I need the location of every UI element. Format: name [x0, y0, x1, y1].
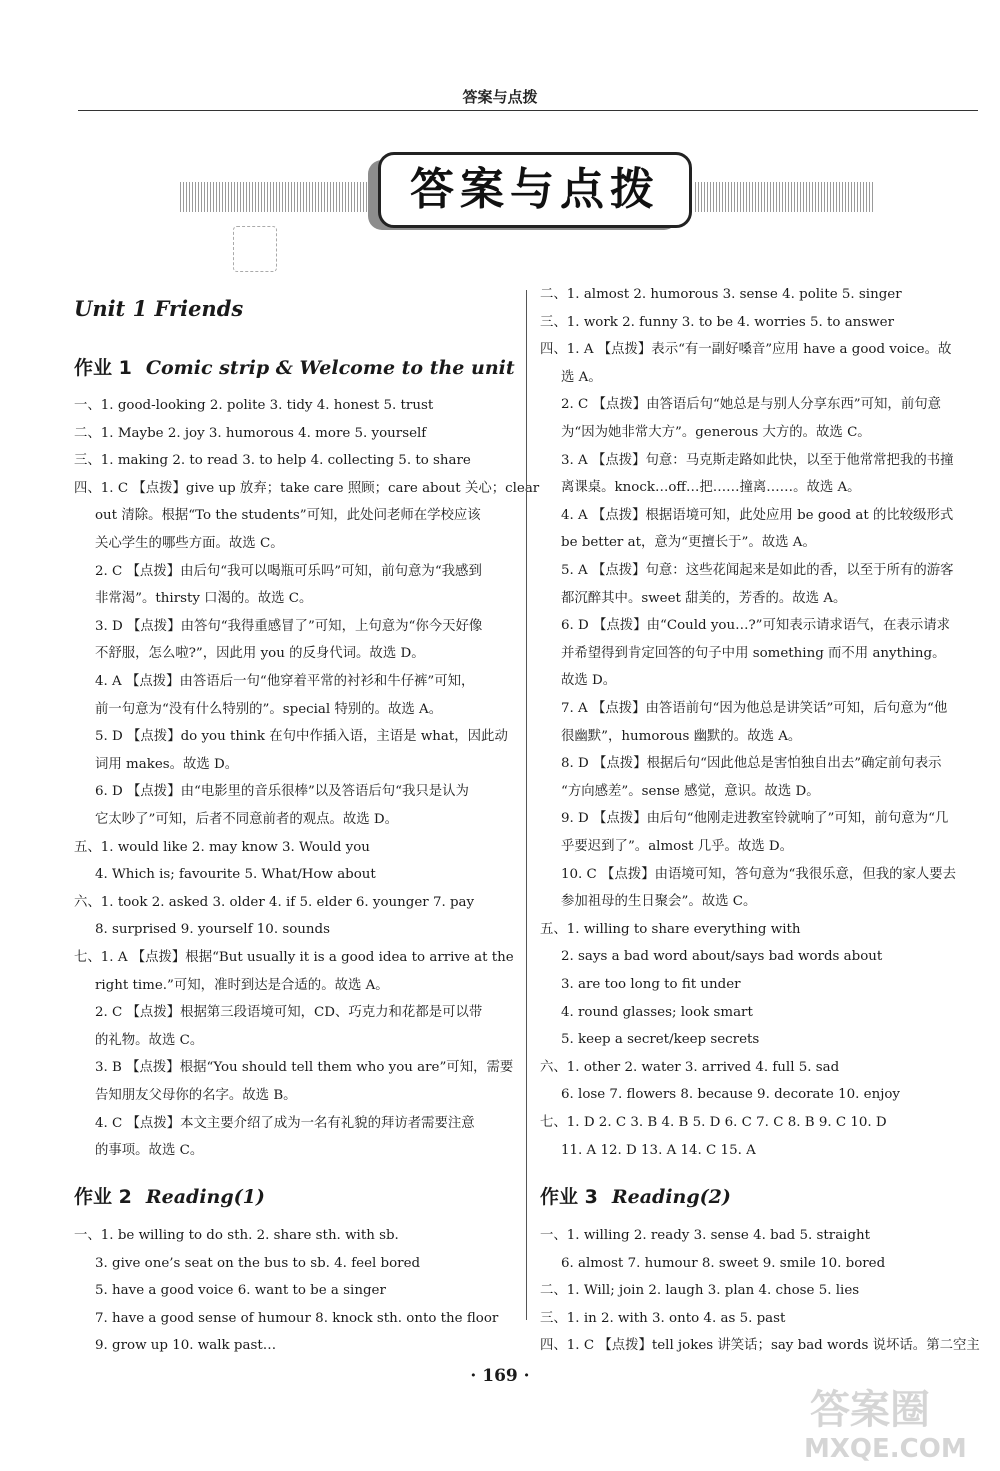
- answer-line: “方向感差”。sense 感觉，意识。故选 D。: [561, 783, 820, 799]
- section-heading-1: [74, 353, 515, 380]
- section-prefix: 作业 2: [74, 1186, 132, 1208]
- answer-line: 二、1. Will; join 2. laugh 3. plan 4. chose 5. lies: [540, 1283, 860, 1299]
- watermark-bottom: MXQE.COM: [804, 1434, 967, 1464]
- answer-line: 6. D 【点拨】由“Could you…?”可知表示请求语气，在表示请求: [561, 618, 951, 634]
- section-heading-2: [74, 1182, 265, 1209]
- answer-line: 2. C 【点拨】由答语后句“她总是与别人分享东西”可知，前句意: [561, 397, 941, 413]
- watermark-logo: [800, 1378, 990, 1468]
- answer-line: 4. A 【点拨】根据语境可知，此处应用 be good at 的比较级形式: [561, 507, 954, 523]
- answer-line: 3. B 【点拨】根据“You should tell them who you are”可知，需要: [95, 1060, 514, 1076]
- answer-line: 3. D 【点拨】由答句“我得重感冒了”可知，上句意为“你今天好像: [95, 618, 483, 634]
- banner-stripes-right: [695, 182, 875, 212]
- answer-line: 七、1. D 2. C 3. B 4. B 5. D 6. C 7. C 8. B 9. C 10. D: [540, 1115, 887, 1130]
- section-title: Comic strip & Welcome to the unit: [145, 357, 515, 379]
- answer-line: 前一句意为“没有什么特别的”。special 特别的。故选 A。: [95, 701, 443, 717]
- answer-line: 5. have a good voice 6. want to be a singer: [95, 1283, 386, 1299]
- answer-line: 3. are too long to fit under: [561, 977, 741, 992]
- stamp-mark: [233, 226, 277, 272]
- answer-line: 六、1. other 2. water 3. arrived 4. full 5. sad: [540, 1059, 840, 1075]
- answer-line: 5. keep a secret/keep secrets: [561, 1032, 760, 1048]
- answer-line: 10. C 【点拨】由语境可知，答句意为“我很乐意，但我的家人要去: [561, 866, 957, 882]
- answer-line: 9. grow up 10. walk past…: [95, 1338, 277, 1354]
- running-head: 答案与点拨: [462, 88, 538, 106]
- watermark-top: 答案圈: [810, 1387, 930, 1433]
- page-number: · 169 ·: [470, 1366, 530, 1386]
- column-divider: [526, 290, 527, 1320]
- section-title: Reading(2): [611, 1186, 731, 1208]
- banner-stripes-left: [180, 182, 370, 212]
- answer-line: out 清除。根据“To the students”可知，此处问老师在学校应该: [95, 508, 481, 524]
- banner-title: 答案与点拨: [410, 164, 660, 215]
- answer-line: 4. round glasses; look smart: [561, 1004, 753, 1020]
- answer-line: 的事项。故选 C。: [95, 1143, 204, 1159]
- answer-line: 3. A 【点拨】句意：马克斯走路如此快，以至于他常常把我的书撞: [561, 452, 954, 468]
- answer-line: 8. surprised 9. yourself 10. sounds: [95, 922, 330, 938]
- answer-line: 告知朋友父母你的名字。故选 B。: [95, 1088, 297, 1103]
- answer-line: 4. A 【点拨】由答语后一句“他穿着平常的衬衫和牛仔裤”可知，: [95, 674, 475, 689]
- answer-line: 一、1. willing 2. ready 3. sense 4. bad 5. straight: [540, 1228, 871, 1243]
- answer-line: 它太吵了”可知，后者不同意前者的观点。故选 D。: [95, 812, 399, 827]
- answer-line: 4. Which is; favourite 5. What/How about: [95, 867, 376, 883]
- section-prefix: 作业 1: [74, 357, 132, 379]
- answer-line: 四、1. A 【点拨】表示“有一副好嗓音”应用 have a good voice。故: [540, 342, 952, 358]
- answer-line: 2. C 【点拨】根据第三段语境可知，CD、巧克力和花都是可以带: [95, 1005, 483, 1021]
- answer-line: 三、1. in 2. with 3. onto 4. as 5. past: [540, 1310, 786, 1326]
- answer-line: 7. A 【点拨】由答语前句“因为他总是讲笑话”可知，后句意为“他: [561, 701, 948, 716]
- answer-line: 三、1. work 2. funny 3. to be 4. worries 5. to answer: [540, 314, 894, 330]
- answer-line: 6. almost 7. humour 8. sweet 9. smile 10. bored: [561, 1255, 886, 1271]
- answer-line: 离课桌。knock…off…把……撞离……。故选 A。: [561, 480, 861, 496]
- answer-line: 5. A 【点拨】句意：这些花闻起来是如此的香，以至于所有的游客: [561, 563, 954, 578]
- answer-line: 7. have a good sense of humour 8. knock sth. onto the floor: [95, 1310, 499, 1326]
- section-prefix: 作业 3: [540, 1186, 598, 1208]
- answer-line: 选 A。: [561, 369, 602, 385]
- answer-line: 七、1. A 【点拨】根据“But usually it is a good idea to arrive at the: [74, 950, 514, 965]
- answer-line: 都沉醉其中。sweet 甜美的，芳香的。故选 A。: [561, 590, 847, 606]
- section-heading-3: [540, 1182, 731, 1209]
- answer-line: 五、1. would like 2. may know 3. Would you: [74, 839, 370, 855]
- answer-line: 二、1. Maybe 2. joy 3. humorous 4. more 5. yourself: [74, 425, 427, 441]
- answer-line: 9. D 【点拨】由后句“他刚走进教室铃就响了”可知，前句意为“几: [561, 811, 949, 827]
- answer-line: 的礼物。故选 C。: [95, 1032, 204, 1048]
- answer-line: 四、1. C 【点拨】give up 放弃；take care 照顾；care about 关心；clear: [74, 480, 540, 496]
- answer-line: 2. C 【点拨】由后句“我可以喝瓶可乐吗”可知，前句意为“我感到: [95, 563, 482, 579]
- answer-line: 二、1. almost 2. humorous 3. sense 4. polite 5. singer: [540, 287, 902, 302]
- answer-line: right time.”可知，准时到达是合适的。故选 A。: [95, 977, 389, 993]
- answer-line: 词用 makes。故选 D。: [95, 756, 239, 772]
- answer-line: 参加祖母的生日聚会”。故选 C。: [561, 894, 757, 910]
- unit-title: Unit 1 Friends: [74, 296, 244, 321]
- answer-line: 不舒服，怎么啦?”，因此用 you 的反身代词。故选 D。: [95, 646, 425, 662]
- answer-line: 四、1. C 【点拨】tell jokes 讲笑话；say bad words 说坏话。第二空主: [540, 1338, 980, 1354]
- answer-line: 并希望得到肯定回答的句子中用 something 而不用 anything。: [561, 645, 946, 661]
- answer-line: 4. C 【点拨】本文主要介绍了成为一名有礼貌的拜访者需要注意: [95, 1115, 475, 1131]
- answer-line: 关心学生的哪些方面。故选 C。: [95, 536, 284, 551]
- answer-line: be better at，意为“更擅长于”。故选 A。: [561, 535, 816, 551]
- answer-line: 三、1. making 2. to read 3. to help 4. collecting 5. to share: [74, 453, 471, 469]
- answer-line: 故选 D。: [561, 673, 617, 689]
- answer-line: 11. A 12. D 13. A 14. C 15. A: [561, 1142, 756, 1158]
- answer-line: 8. D 【点拨】根据后句“因此他总是害怕独自出去”确定前句表示: [561, 756, 942, 772]
- answer-line: 2. says a bad word about/says bad words about: [561, 949, 883, 965]
- answer-line: 为“因为她非常大方”。generous 大方的。故选 C。: [561, 425, 871, 440]
- answer-line: 非常渴”。thirsty 口渴的。故选 C。: [95, 591, 313, 607]
- answer-line: 一、1. good-looking 2. polite 3. tidy 4. honest 5. trust: [74, 398, 434, 413]
- answer-line: 乎要迟到了”。almost 几乎。故选 D。: [561, 839, 794, 854]
- answer-line: 很幽默”，humorous 幽默的。故选 A。: [561, 728, 802, 744]
- answer-line: 六、1. took 2. asked 3. older 4. if 5. elder 6. younger 7. pay: [74, 894, 475, 910]
- header-rule: [78, 110, 978, 111]
- section-title: Reading(1): [145, 1186, 265, 1208]
- answer-line: 3. give one’s seat on the bus to sb. 4. feel bored: [95, 1255, 421, 1271]
- answer-line: 一、1. be willing to do sth. 2. share sth. with sb.: [74, 1228, 399, 1243]
- answer-line: 6. D 【点拨】由“电影里的音乐很棒”以及答语后句“我只是认为: [95, 784, 469, 800]
- answer-line: 6. lose 7. flowers 8. because 9. decorate 10. enjoy: [561, 1087, 900, 1103]
- answer-line: 5. D 【点拨】do you think 在句中作插入语，主语是 what，因此动: [95, 729, 508, 745]
- answer-line: 五、1. willing to share everything with: [540, 921, 801, 937]
